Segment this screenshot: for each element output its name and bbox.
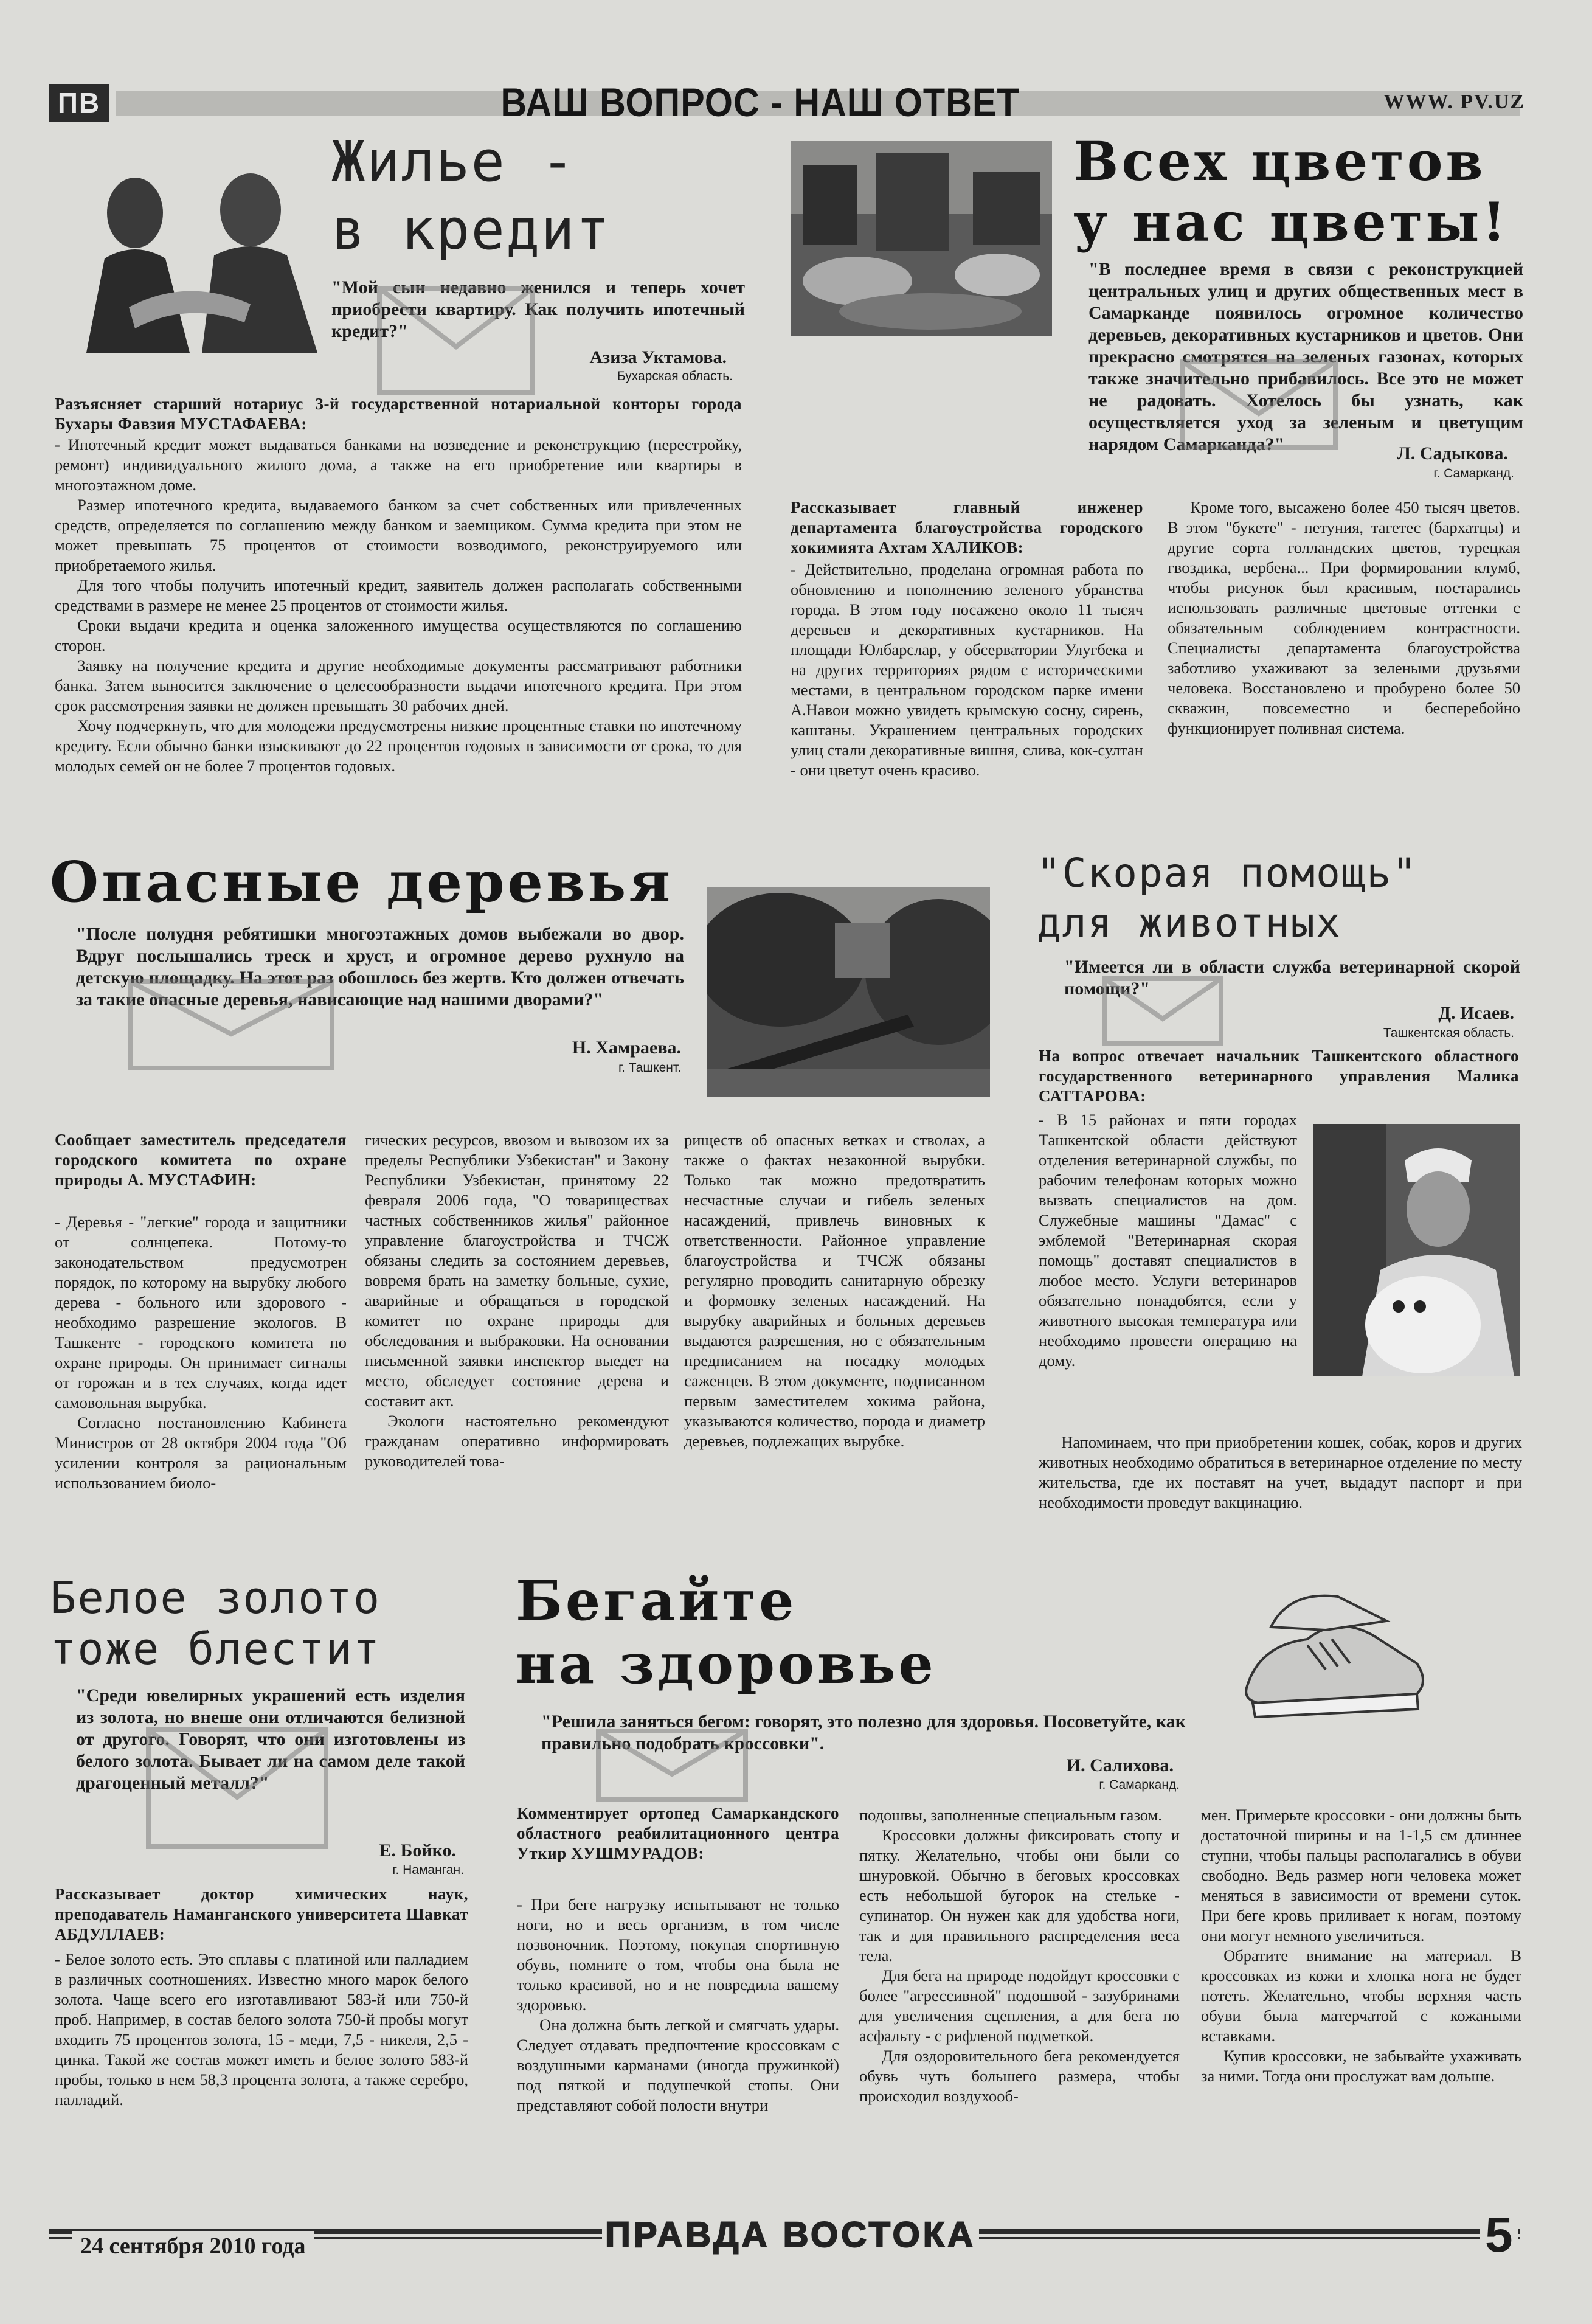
newspaper-logo-small: ПВ — [49, 84, 109, 122]
body-flowers-col2: Кроме того, высажено более 450 тысяч цветов. В этом "букете" - петуния, тагетес (бархатцы) и другие сорта голландских цветов, турецкая гвоздика, вербена... При формировании клумб, чтобы рисунок был красивым, постарались использовать различные цветовые оттенки с обязательным соблюдением контрастности. Специалисты департамента благоустройства заботливо ухаживают за зелеными друзьями человека. Восстановлено и пробурено более 50 скважин, повсеместно и бесперебойно функционирует поливная система. — [1168, 498, 1520, 737]
body-trees-col2: гических ресурсов, ввозом и вывозом их за пределы Республики Узбекистан" и Закону Республики Узбекистан, принятому 22 февраля 2006 года, "О товариществах частных собственников жилья" районное управление благоустройства и ТЧСЖ обязаны следить за состоянием деревьев, вовремя брать на заметку больные, сухие, аварийные и обращаться в городской комитет по охране природы для обследования и выбраковки. На основании письменной заявки инспектор выедет на место, обследует состояние дерева и составит акт. Экологи настоятельно рекомендуют гражданам оперативно информировать руководителей това- — [365, 1131, 669, 1470]
envelope-icon — [128, 979, 334, 1070]
intro-gold: Рассказывает доктор химических наук, преподаватель Наманганского университета Шавкат АБДУЛЛАЕВ: — [55, 1885, 468, 1943]
author-gold: Е. Бойко. — [379, 1840, 456, 1861]
body-running-col1: - При беге нагрузку испытывают не только ноги, но и весь организм, в том числе позвоночник. Поэтому, покупая спортивную обувь, помните о том, чтобы она была не только красивой, но и не повредила вашему здоровью. Она должна быть легкой и смягчать удары. Следует отдавать предпочтение кроссовкам с воздушными карманами (иногда пружинкой) под пяткой и подушечкой стопы. Они представляют собой полости внутри — [517, 1895, 839, 2114]
intro-running: Комментирует ортопед Самаркандского областного реабилитационного центра Уткир ХУШМУРАДОВ: — [517, 1804, 839, 1862]
headline-flowers: Всех цветов у нас цветы! — [1073, 130, 1509, 254]
intro-housing: Разъясняет старший нотариус 3-й государственной нотариальной конторы города Бухары Фавзия МУСТАФАЕВА: — [55, 395, 742, 433]
issue-date: 24 сентября 2010 года — [72, 2231, 314, 2261]
section-title: ВАШ ВОПРОС - НАШ ОТВЕТ — [500, 80, 1020, 125]
region-running: г. Самарканд. — [1099, 1778, 1180, 1792]
newspaper-logo: ПРАВДА ВОСТОКА — [602, 2214, 979, 2256]
body-vet-2: Напоминаем, что при приобретении кошек, собак, коров и других животных необходимо обратиться в ветеринарное отделение по месту жительства, где их поставят на учет, выдадут паспорт и при необходимости проведут вакцинацию. — [1039, 1433, 1522, 1511]
headline-gold: Белое золото тоже блестит — [50, 1572, 381, 1674]
envelope-icon — [146, 1727, 328, 1849]
question-gold: "Среди ювелирных украшений есть изделия из золота, но внеше они отличаются белизной от другого. Говорят, что они изготовлены из белого золота. Бывает ли на самом деле такой драгоценный металл?" — [76, 1685, 465, 1793]
handshake-photo — [50, 155, 324, 353]
question-housing: "Мой сын недавно женился и теперь хочет приобрести квартиру. Как получить ипотечный кредит?" — [331, 277, 745, 341]
body-vet: - В 15 районах и пяти городах Ташкентской области действуют отделения ветеринарной службы, по рабочим телефонам которых можно вызвать специалистов на дом. Служебные машины "Дамас" с эмблемой "Ветеринарная скорая помощь" доставят специалистов в любое место. Услуги ветеринаров обязательно понадобятся, если у животного высокая температура или необходимо провести операцию на дому. — [1039, 1111, 1297, 1370]
website-url[interactable]: WWW. PV.UZ — [1383, 91, 1525, 113]
body-flowers-col1: - Действительно, проделана огромная работа по обновлению и пополнению зеленого убранства города. В этом году посажено около 11 тысяч деревьев и декоративных кустарников. На площади Юлбарслар, у обсерватории Улугбека и на других территориях рядом с историческими местами, в центральном городском парке имени А.Навои можно увидеть крымскую сосну, сирень, каштаны. Украшением центральных городских улиц стали декоративные вишня, слива, кок-султан - они цветут очень красиво. — [791, 560, 1143, 779]
region-flowers: г. Самарканд. — [1433, 467, 1514, 480]
headline-running: Бегайте на здоровье — [516, 1569, 936, 1696]
body-trees-col3: риществ об опасных ветках и стволах, а также о фактах незаконной вырубки. Только так можно предотвратить несчастные случаи и гибель зеленых насаждений, привлечь виновных к ответственности. Районное управление благоустройства и ТЧСЖ обязаны регулярно проводить санитарную обрезку и формовку зеленых насаждений. На вырубку аварийных и больных деревьев выдаются разрешения, но с обязательным предписанием на посадку молодых саженцев. В этом документе, подписанном первым заместителем хокима района, указываются количество, порода и диаметр деревьев, подлежащих вырубке. — [684, 1131, 985, 1450]
headline-vet: "Скорая помощь" для животных — [1037, 850, 1418, 946]
author-running: И. Салихова. — [1066, 1755, 1174, 1775]
author-trees: Н. Хамраева. — [572, 1038, 681, 1058]
headline-trees: Опасные деревья — [50, 849, 674, 915]
region-trees: г. Ташкент. — [618, 1061, 681, 1075]
intro-vet: На вопрос отвечает начальник Ташкентского областного государственного ветеринарного управления Малика САТТАРОВА: — [1039, 1047, 1519, 1105]
sneakers-photo — [1234, 1578, 1435, 1724]
body-housing: - Ипотечный кредит может выдаваться банками на возведение и реконструкцию (перестройку, ремонт) индивидуального жилого дома, а также на его приобретение или квартиры в многоэтажном доме. Размер ипотечного кредита, выдаваемого банком за счет собственных или привлеченных средств, определяется по соглашению между банком и заемщиком. Сумма кредита при этом не может превышать 75 процентов от стоимости возводимого, реконструируемого или приобретаемого жилья. Для того чтобы получить ипотечный кредит, заявитель должен располагать собственными средствами в размере не менее 25 процентов от стоимости жилья. Сроки выдачи кредита и оценка заложенного имущества осуществляются по соглашению сторон. Заявку на получение кредита и другие необходимые документы рассматривают работники банка. Затем выносится заключение о целесообразности выдачи ипотечного кредита. При этом срок рассмотрения заявки не должен превышать 30 рабочих дней. Хочу подчеркнуть, что для молодежи предусмотрены низкие процентные ставки по ипотечному кредиту. Если обычно банки взыскивают до 22 процентов годовых в зависимости от срока, то для молодых семей он не более 7 процентов годовых. — [55, 435, 742, 775]
region-housing: Бухарская область. — [617, 369, 733, 383]
question-trees: "После полудня ребятишки многоэтажных домов выбежали во двор. Вдруг послышались треск и хруст, и огромное дерево рухнуло на детскую площадку. На этот раз обошлось без жертв. Кто должен отвечать за такие опасные деревья, нависающие над нашими дворами?" — [76, 924, 684, 1010]
question-vet: "Имеется ли в области служба ветеринарной скорой помощи?" — [1064, 957, 1520, 999]
body-running-col2: подошвы, заполненные специальным газом. Кроссовки должны фиксировать стопу и пятку. Желательно, чтобы они были со шнуровкой. Обычно в беговых кроссовках есть небольшой бугорок на стельке - супинатор. Он нужен как для удобства ноги, так и для правильного распределения веса тела. Для бега на природе подойдут кроссовки с более "агрессивной" подошвой - зазубринами для увеличения сцепления, а для бега по асфальту - с рифленой подметкой. Для оздоровительного бега рекомендуется обувь чуть большего размера, чтобы происходил воздухооб- — [859, 1806, 1180, 2105]
author-vet: Д. Исаев. — [1438, 1003, 1514, 1023]
region-vet: Ташкентская область. — [1383, 1026, 1514, 1040]
headline-housing: Жилье - в кредит — [331, 129, 611, 262]
question-flowers: "В последнее время в связи с реконструкцией центральных улиц и других общественных мест в Самарканде появилось огромное количество деревьев, декоративных кустарников и цветов. Они прекрасно смотрятся на зеленых газонах, которых также значительно прибавилось. Все это не может не радовать. Хотелось бы узнать, как осуществляется уход за зеленым и цветущим нарядом Самарканда?" — [1088, 259, 1523, 454]
vet-with-dog-photo — [1313, 1124, 1520, 1376]
question-running: "Решила заняться бегом: говорят, это полезно для здоровья. Посоветуйте, как правильно подобрать кроссовки". — [541, 1712, 1186, 1753]
envelope-icon — [1180, 359, 1338, 450]
author-housing: Азиза Уктамова. — [589, 347, 727, 367]
body-trees-col1: - Деревья - "легкие" города и защитники от солнцепека. Потому-то законодательством предусмотрен порядок, по которому на вырубку любого дерева - больного или здорового - необходимо разрешение экологов. В Ташкенте - городского комитета по охране природы. Он принимает сигналы от горожан и в тех случаях, когда идет самовольная вырубка. Согласно постановлению Кабинета Министров от 28 октября 2004 года "Об усилении контроля за рациональным использованием биоло- — [55, 1213, 347, 1492]
body-gold: - Белое золото есть. Это сплавы с платиной или палладием в различных соотношениях. Известно много марок белого золота. Чаще всего его изготавливают 583-й или 750-й проб. Например, в состав белого золота 750-й пробы могут входить 75 процентов золота, 15 - меди, 7,5 - никеля, 2,5 - цинка. Такой же состав может иметь и белое золото 583-й пробы, только в нем 58,3 процента золота, а также серебро, палладий. — [55, 1950, 468, 2109]
page-number: 5 — [1480, 2208, 1518, 2263]
intro-flowers: Рассказывает главный инженер департамента благоустройства городского хокимията Ахтам ХАЛИКОВ: — [791, 498, 1143, 557]
body-running-col3: мен. Примерьте кроссовки - они должны быть достаточной ширины и на 1-1,5 см длиннее ступни, чтобы пальцы располагались в обуви свободно. Ведь размер ноги человека может меняться в зависимости от времени суток. При беге кровь приливает к ногам, поэтому они могут немного увеличиться. Обратите внимание на материал. В кроссовках из кожи и хлопка нога не будет потеть. Желательно, чтобы верхняя часть обуви была матерчатой с кожаными вставками. Купив кроссовки, не забывайте ухаживать за ними. Тогда они прослужат вам дольше. — [1201, 1806, 1521, 2085]
intro-trees: Сообщает заместитель председателя городского комитета по охране природы А. МУСТАФИН: — [55, 1131, 347, 1189]
region-gold: г. Наманган. — [392, 1863, 464, 1877]
author-flowers: Л. Садыкова. — [1397, 443, 1508, 463]
fallen-tree-photo — [707, 887, 990, 1097]
